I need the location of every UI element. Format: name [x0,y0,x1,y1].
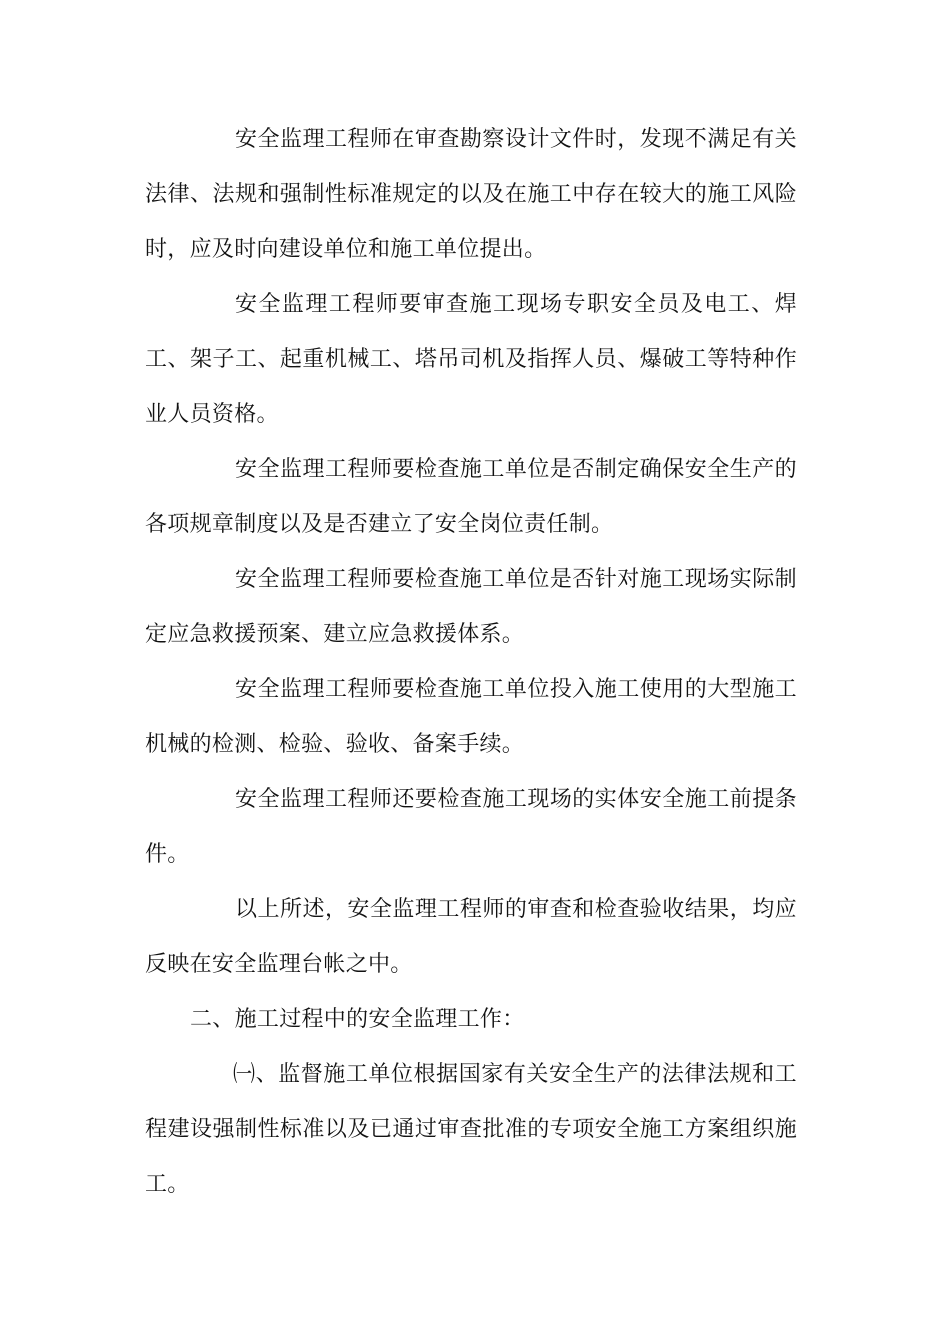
paragraph-summary: 以上所述，安全监理工程师的审查和检查验收结果，均应反映在安全监理台帐之中。 [145,897,797,977]
paragraph-design-review: 安全监理工程师在审查勘察设计文件时，发现不满足有关法律、法规和强制性标准规定的以及在施工中存在较大的施工风险时，应及时向建设单位和施工单位提出。 [145,127,797,262]
section-heading: 二、施工过程中的安全监理工作： [190,1007,525,1032]
paragraph-rules-system: 安全监理工程师要检查施工单位是否制定确保安全生产的各项规章制度以及是否建立了安全岗位责任制。 [145,457,797,537]
document-body [145,112,797,1212]
sub-item-supervision: ㈠、监督施工单位根据国家有关安全生产的法律法规和工程建设强制性标准以及已通过审查批准的专项安全施工方案组织施工。 [145,1062,797,1197]
paragraph-machinery-inspection: 安全监理工程师要检查施工单位投入施工使用的大型施工机械的检测、检验、验收、备案手续。 [145,677,797,757]
paragraph-site-conditions: 安全监理工程师还要检查施工现场的实体安全施工前提条件。 [145,787,797,867]
paragraph-personnel-qualification: 安全监理工程师要审查施工现场专职安全员及电工、焊工、架子工、起重机械工、塔吊司机及指挥人员、爆破工等特种作业人员资格。 [145,292,797,427]
paragraph-emergency-plan: 安全监理工程师要检查施工单位是否针对施工现场实际制定应急救援预案、建立应急救援体系。 [145,567,797,647]
